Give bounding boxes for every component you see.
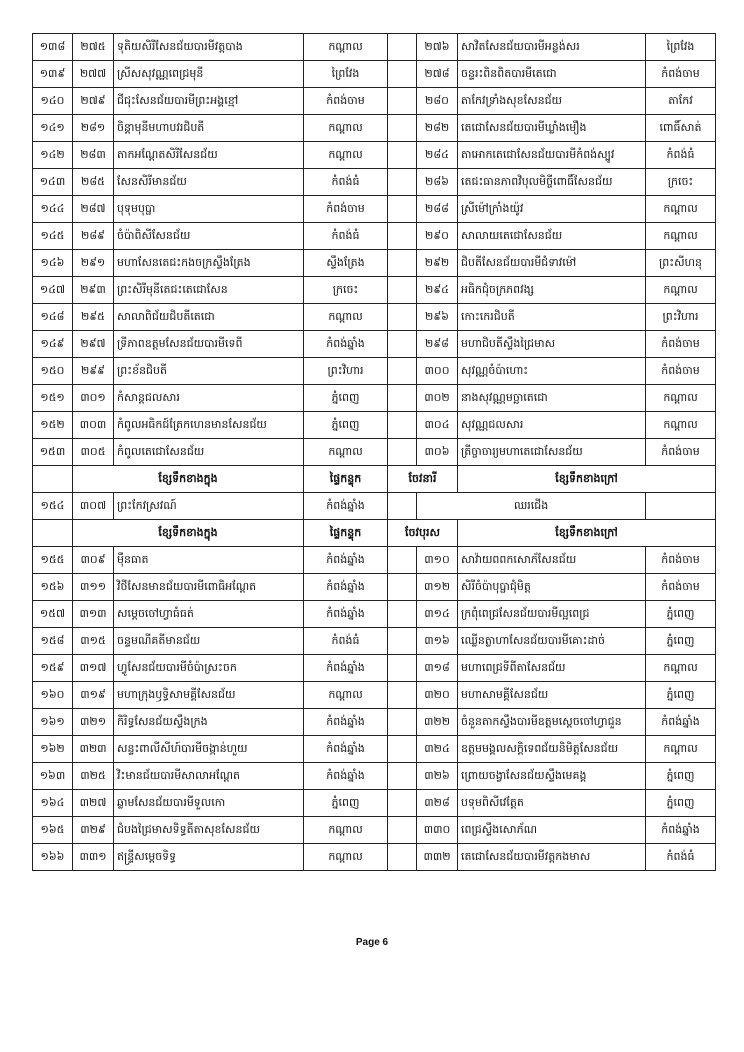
boat-province-outer: កណ្តាល [646,412,716,439]
boat-name-inner: សែនសិរីមានជ័យ [114,169,304,196]
row-number: ១៤៥ [33,223,73,250]
boat-id-outer: ២៩៦ [417,304,458,331]
header-province: ផ្ទៃកន្ទុក [304,520,388,547]
empty-cell [388,655,417,682]
boat-name: ព្រះកែវស្រវណ៍ [114,493,304,520]
table-row [33,547,716,574]
boat-id-outer: ៣២៤ [417,736,458,763]
row-number: ១៦៣ [33,763,73,790]
boat-province-inner: ភ្នំពេញ [304,412,388,439]
boat-id-outer: ២៨២ [417,115,458,142]
boat-id-outer: ២៨៦ [417,169,458,196]
boat-province-outer: ភ្នំពេញ [646,763,716,790]
header-province: ផ្ទៃកន្ទុក [304,466,388,493]
boat-province-inner: ព្រៃវែង [304,61,388,88]
table-row [33,277,716,304]
boat-province-outer: កណ្តាល [646,196,716,223]
empty-cell [388,250,417,277]
empty-cell [388,682,417,709]
boat-province-outer: តាកែវ [646,88,716,115]
boat-id-inner: ៣១៣ [73,601,114,628]
table-section-middle [33,466,716,547]
boat-id-outer: ២៨០ [417,88,458,115]
boat-province-inner: កណ្តាល [304,304,388,331]
boat-province-inner: កណ្តាល [304,682,388,709]
boat-name-inner: ហ្វូសែនជ័យបារមីចំប៉ាស្រះចក [114,655,304,682]
boat-id-inner: ២៨៥ [73,169,114,196]
boat-name-inner: សន្ទះពាលីសីហ៍បារមីចង្កាន់ហួយ [114,736,304,763]
boat-name-inner: ស្រីសសុវណ្ណពេជ្រមុនី [114,61,304,88]
boat-id-outer: ៣០៦ [417,439,458,466]
empty-cell [388,88,417,115]
empty-cell [388,169,417,196]
boat-name-outer: ត្រីច្ចាចារ្យមហាតេជោសែនជ័យ [458,439,646,466]
boat-id-outer: ២៧៦ [417,34,458,61]
row-number: ១៥៧ [33,601,73,628]
boat-name-inner: ព្រះសិរីមុនីតេជះតេជោសែន [114,277,304,304]
boat-name-outer: សុវណ្ណជលសារ [458,412,646,439]
boat-name-inner: កំពូលអធិកជ៍ត្រែកហេនមានសែនជ័យ [114,412,304,439]
boat-province-outer: កំពង់ចាម [646,547,716,574]
table-row [33,142,716,169]
table-row [33,115,716,142]
boat-province-inner: កំពង់ឆ្នាំង [304,655,388,682]
boat-name-outer: មហាសាមគ្គីសែនជ័យ [458,682,646,709]
row-number: ១៤១ [33,115,73,142]
row-number: ១៤៣ [33,169,73,196]
boat-id-inner: ៣០៣ [73,412,114,439]
header-type: ចែវបុរស [388,520,458,547]
boat-province-inner: កណ្តាល [304,115,388,142]
boat-id-inner: ៣២១ [73,709,114,736]
boat-province-inner: កំពង់ឆ្នាំង [304,547,388,574]
boat-id-outer: ៣២២ [417,709,458,736]
row-number: ១៣៩ [33,61,73,88]
boat-province-outer: កំពង់ធំ [646,844,716,871]
boat-province-inner: កំពង់ចាម [304,196,388,223]
table-row [33,304,716,331]
empty-cell [388,385,417,412]
boat-name-outer: ស្រីម៉ៅក្រាំងយ៉ូវ [458,196,646,223]
boat-id-inner: ២៧៧ [73,61,114,88]
boat-id-outer: ៣១៨ [417,655,458,682]
boat-id-outer: ២៩៨ [417,331,458,358]
boat-name-outer: មហាពេជ្រទីពីតាសែនជ័យ [458,655,646,682]
boat-province-inner: ព្រះវិហារ [304,358,388,385]
empty-cell [388,331,417,358]
header-type: ចែវនារី [388,466,458,493]
empty-cell [388,817,417,844]
boat-province-outer: កំពង់ឆ្នាំង [646,817,716,844]
boat-id-inner: ៣០៩ [73,547,114,574]
boat-id-inner: ៣១១ [73,574,114,601]
boat-id-outer: ២៨៤ [417,142,458,169]
boat-name-inner: ចំប៉ាពិសីសែនជ័យ [114,223,304,250]
boat-name-outer: ជិបតីសែនជ័យបារមីជំទាវម៉ៅ [458,250,646,277]
empty-cell [388,277,417,304]
boat-id-outer: ៣២៦ [417,763,458,790]
table-row [33,493,716,520]
boat-id-outer: ៣០០ [417,358,458,385]
boat-name-inner: កិរិទ្ធសែនជ័យស្ទឹងក្រង [114,709,304,736]
boat-province: កំពង់ឆ្នាំង [304,493,388,520]
empty-cell [388,34,417,61]
boat-name-outer: នាងសុវណ្ណមច្ឆាតេជោ [458,385,646,412]
boat-province-inner: កំពង់ចាម [304,88,388,115]
standby-note: ឈរជើង [417,493,646,520]
boat-name-inner: កំសាន្តជលសារ [114,385,304,412]
boat-name-outer: តេជះធានភាពវិបុលមិច្ចីពោធិ៍សែនជ័យ [458,169,646,196]
boat-name-inner: តាកអណ្តែតសិរីសែនជ័យ [114,142,304,169]
boat-name-inner: ឆ្លាមសែនជ័យបារមីទួលកោ [114,790,304,817]
boat-province-inner: កំពង់ឆ្នាំង [304,574,388,601]
row-number: ១៦២ [33,736,73,763]
boat-province-outer: ភ្នំពេញ [646,601,716,628]
boat-name-outer: ពេជ្រស្ទឹងសោភ័ណ [458,817,646,844]
boat-province-outer: កំពង់ចាម [646,574,716,601]
section-header-men [33,520,716,547]
boat-id-inner: ២៨១ [73,115,114,142]
boat-id-outer: ៣១៤ [417,601,458,628]
boat-province-outer: ព្រៃវែង [646,34,716,61]
empty-cell [388,628,417,655]
boat-name-outer: ចំនួនតាកស្ទឹងបារមីឧត្តមស្តេចចៅហ្វាជួន [458,709,646,736]
row-number: ១៥៩ [33,655,73,682]
row-number: ១៤២ [33,142,73,169]
table-row [33,682,716,709]
boat-id-outer: ៣២០ [417,682,458,709]
row-number: ១៤០ [33,88,73,115]
empty-cell [388,736,417,763]
boat-province-outer: ភ្នំពេញ [646,790,716,817]
row-number: ១៦៥ [33,817,73,844]
boat-id-inner: ៣៣១ [73,844,114,871]
boat-id-inner: ២៩៣ [73,277,114,304]
table-row [33,844,716,871]
boat-province-outer: កំពង់ចាម [646,439,716,466]
boat-name-inner: វិះមានជ័យបារមីសាលាអណ្តែត [114,763,304,790]
boat-id-inner: ២៩៧ [73,331,114,358]
boat-province-outer: កណ្តាល [646,385,716,412]
boat-province-outer: កំពង់ឆ្នាំង [646,709,716,736]
boat-id-outer: ២៩២ [417,250,458,277]
boat-name-inner: វិថីសែនមានជ័យបារមីពោធិអណ្តែត [114,574,304,601]
row-number: ១៤៤ [33,196,73,223]
boat-province-inner: កំពង់ឆ្នាំង [304,331,388,358]
section-header-women [33,466,716,493]
boat-name-outer: តេជោសែនជ័យបារមីឃ្លាំងមឿង [458,115,646,142]
row-number: ១៦៤ [33,790,73,817]
table-row [33,709,716,736]
boat-id-inner: ៣០១ [73,385,114,412]
boat-id-inner: ២៧៥ [73,34,114,61]
boat-name-inner: មហាសែនតេជះកងចក្រស្ទឹងត្រែង [114,250,304,277]
boat-province-outer: កណ្តាល [646,655,716,682]
boat-province-outer: ព្រះសីហនុ [646,250,716,277]
boat-id-inner: ៣១៧ [73,655,114,682]
boat-id-outer: ៣០៤ [417,412,458,439]
empty-cell [388,601,417,628]
table-row [33,34,716,61]
header-inner-lane: ខ្សែទឹកខាងក្នុង [73,466,304,493]
boat-name-outer: ចន្ទរះពិនពិតបារមីតេជោ [458,61,646,88]
boat-id-outer: ៣០២ [417,385,458,412]
empty-cell [388,358,417,385]
empty-cell [388,439,417,466]
boat-id-inner: ៣១៩ [73,682,114,709]
boat-province-inner: កំពង់ឆ្នាំង [304,601,388,628]
boat-name-inner: ឥន្ទ្រីសម្តេចទិទ្ធ [114,844,304,871]
table-row [33,196,716,223]
boat-province-inner: កណ្តាល [304,817,388,844]
boat-id-outer: ៣១៦ [417,628,458,655]
boat-name-outer: បទុមពិសីវេត្តែត [458,790,646,817]
boat-id-inner: ២៨៧ [73,196,114,223]
boat-province-inner: កណ្តាល [304,844,388,871]
empty-cell [388,763,417,790]
boat-id-inner: ៣២៣ [73,736,114,763]
empty-cell [388,142,417,169]
boat-name-inner: ចន្ទមណីគតីមានជ័យ [114,628,304,655]
boat-name-inner: ជីជុះសែនជ័យបារមីព្រះអង្គខ្មៅ [114,88,304,115]
boat-id-outer: ២៩០ [417,223,458,250]
row-number: ១៤៧ [33,277,73,304]
empty-cell [388,709,417,736]
boat-name-outer: សាវ៉ាយពពកសោភ័សែនជ័យ [458,547,646,574]
boat-name-outer: សាវិតសែនជ័យបារមីអន្លង់សរ [458,34,646,61]
boat-id-outer: ២៩៤ [417,277,458,304]
row-number: ១៥២ [33,412,73,439]
boat-province-inner: កំពង់ធំ [304,223,388,250]
boat-id-inner: ៣០៥ [73,439,114,466]
boat-id-inner: ២៧៩ [73,88,114,115]
boat-id-inner: ៣២៥ [73,763,114,790]
empty-cell [388,547,417,574]
boat-id-inner: ២៩១ [73,250,114,277]
row-number: ១៣៨ [33,34,73,61]
table-row [33,736,716,763]
boat-id-inner: ៣២៩ [73,817,114,844]
boat-province-outer: កំពង់ចាម [646,358,716,385]
boat-name-outer: តាអោកតេជោសែនជ័យបារមីកំពង់ស្បូវ [458,142,646,169]
boat-province-inner: ក្រចេះ [304,277,388,304]
boat-id-outer: ៣១២ [417,574,458,601]
boat-province-outer: ភ្នំពេញ [646,628,716,655]
boat-province-inner: កណ្តាល [304,142,388,169]
boat-name-inner: កំពូលតេជោសែនជ័យ [114,439,304,466]
table-row [33,358,716,385]
boat-name-inner: ព្រះខ័នជិបតី [114,358,304,385]
boat-province-inner: កណ្តាល [304,34,388,61]
empty-cell [388,61,417,88]
empty-cell [388,790,417,817]
boat-name-outer: សុវណ្ណចំប៉ាហោះ [458,358,646,385]
boat-name-outer: ឈ្លើនត្លាហាសែនជ័យបារមីគោះដាច់ [458,628,646,655]
boat-name-outer: កោះកេរជិបតី [458,304,646,331]
boat-province-inner: ស្ទឹងត្រែង [304,250,388,277]
boat-name-outer: តាកែវទ្រាំងសុខសែនជ័យ [458,88,646,115]
table-section-bottom [33,547,716,871]
boat-id-inner: ៣១៥ [73,628,114,655]
boat-name-outer: មហាជិបតីស្ទឹងជ្រៃមាស [458,331,646,358]
table-section-top [33,34,716,466]
boat-id-outer: ៣២៨ [417,790,458,817]
boat-name-outer: ក្រពុំពេជ្រសែនជ័យបារមីល្អពេជ្រ [458,601,646,628]
row-number: ១៦០ [33,682,73,709]
row-number: ១៥១ [33,385,73,412]
boat-province-outer: ពោធិ៍សាត់ [646,115,716,142]
row-number: ១៤៩ [33,331,73,358]
row-number: ១៦៦ [33,844,73,871]
empty-cell [388,574,417,601]
boat-province-inner: កណ្តាល [304,439,388,466]
row-number: ១៦១ [33,709,73,736]
boat-name-outer: ព្រោយចង្វាសែនជ័យស្ទឹងមេគង្គ [458,763,646,790]
boat-province-outer: កំពង់ចាម [646,331,716,358]
boat-id-inner: ២៩៩ [73,358,114,385]
empty-cell [388,223,417,250]
boat-province-outer: ភ្នំពេញ [646,682,716,709]
boat-province-outer: កណ្តាល [646,223,716,250]
boat-province-outer: កណ្តាល [646,277,716,304]
table-row [33,763,716,790]
boat-name-inner: មហាក្រុងឫទ្ធិសាមគ្គីសែនជ័យ [114,682,304,709]
boat-name-inner: ចិន្តាមុនីមហាបវរជិបតី [114,115,304,142]
row-number: ១៤៦ [33,250,73,277]
boat-name-inner: ទុតិយសិរីសែនជ័យបារមីវត្តបាង [114,34,304,61]
boat-province-inner: កំពង់ធំ [304,169,388,196]
table-row [33,817,716,844]
empty-cell [388,115,417,142]
table-row [33,439,716,466]
empty-cell [646,493,716,520]
boat-name-outer: ឧត្តមមង្គលសក្តិទេពជ័យនិមិត្តសែនជ័យ [458,736,646,763]
table-row [33,88,716,115]
boat-id-outer: ៣១០ [417,547,458,574]
boat-province-inner: កំពង់ឆ្នាំង [304,763,388,790]
empty-cell [388,304,417,331]
header-blank [33,520,73,547]
boat-province-inner: ភ្នំពេញ [304,790,388,817]
boat-id-outer: ៣៣០ [417,817,458,844]
boat-name-inner: បុទុមបុប្ផា [114,196,304,223]
row-number: ១៥៦ [33,574,73,601]
empty-cell [388,196,417,223]
boat-id-inner: ៣២៧ [73,790,114,817]
table-row [33,628,716,655]
boat-id-outer: ២៨៨ [417,196,458,223]
boat-province-outer: កំពង់ធំ [646,142,716,169]
table-row [33,250,716,277]
boat-name-outer: សិរីចំប៉ាបុប្ផាជុំមិត្ត [458,574,646,601]
empty-cell [388,844,417,871]
table-row [33,385,716,412]
empty-cell [388,493,417,520]
boat-province-inner: កំពង់ធំ [304,628,388,655]
boat-name-outer: សាលាយតេជោសែនជ័យ [458,223,646,250]
boat-name-inner: ម៉ឺនធាត [114,547,304,574]
table-row [33,574,716,601]
boat-id-inner: ២៨៩ [73,223,114,250]
boat-province-outer: ក្រចេះ [646,169,716,196]
boat-name-inner: សម្តេចចៅហ្វាធំធត់ [114,601,304,628]
boat-province-inner: ភ្នំពេញ [304,385,388,412]
row-number: ១៥៨ [33,628,73,655]
header-outer-lane: ខ្សែទឹកខាងក្រៅ [458,466,716,493]
header-blank [33,466,73,493]
boat-id-inner: ២៨៣ [73,142,114,169]
boat-name-inner: ទ្រីភាពឧត្តមសែនជ័យបារមីទេពី [114,331,304,358]
table-row [33,223,716,250]
boat-name-inner: ជំបងជ្រៃមាសទិទ្ធតីតាសុខសែនជ័យ [114,817,304,844]
table-row [33,412,716,439]
table-row [33,655,716,682]
boat-id-inner: ២៩៥ [73,304,114,331]
boat-name-outer: អធិកជុំចក្រភពវង្ស [458,277,646,304]
boat-id-outer: ៣៣២ [417,844,458,871]
boat-id-outer: ២៧៨ [417,61,458,88]
row-number: ១៤៨ [33,304,73,331]
boat-province-outer: កណ្តាល [646,736,716,763]
boat-province-outer: កំពង់ចាម [646,61,716,88]
header-inner-lane: ខ្សែទឹកខាងក្នុង [73,520,304,547]
header-outer-lane: ខ្សែទឹកខាងក្រៅ [458,520,716,547]
boat-name-inner: សាលាពិជ័យជិបតីតេជោ [114,304,304,331]
boat-id: ៣០៧ [73,493,114,520]
table-row [33,790,716,817]
boat-province-inner: កំពង់ឆ្នាំង [304,736,388,763]
boat-province-outer: ព្រះវិហារ [646,304,716,331]
boat-registry-table [32,33,716,871]
table-row [33,601,716,628]
row-number: ១៥៤ [33,493,73,520]
table-row [33,331,716,358]
page-number: Page 6 [355,937,389,948]
table-row [33,61,716,88]
row-number: ១៥៥ [33,547,73,574]
boat-province-inner: កំពង់ឆ្នាំង [304,709,388,736]
row-number: ១៥០ [33,358,73,385]
table-row [33,169,716,196]
empty-cell [388,412,417,439]
row-number: ១៥៣ [33,439,73,466]
boat-name-outer: តេជោសែនជ័យបារមីវត្តកងមាស [458,844,646,871]
